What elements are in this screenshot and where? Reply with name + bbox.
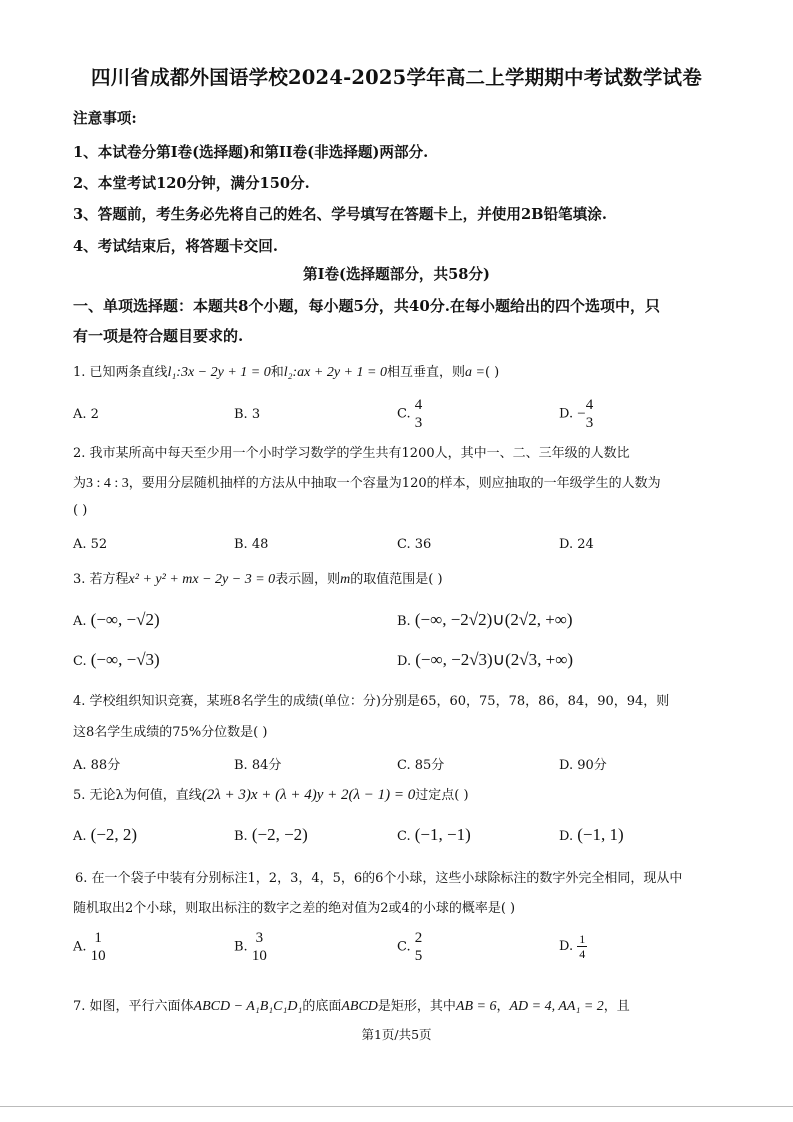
q5-option-d-label: D. — [559, 829, 574, 844]
q7-suffix: ，且 — [603, 999, 630, 1014]
q3-option-c-value: (−∞, −√3) — [90, 650, 160, 669]
q2-option-a[interactable]: A. 52 — [73, 537, 108, 552]
page-footer: 第1页/共5页 — [361, 1027, 432, 1042]
q6-option-d-label: D. — [559, 939, 574, 954]
question-1 — [73, 361, 499, 381]
q2-option-c[interactable]: C. 36 — [397, 537, 432, 552]
q5-option-b-label: B. — [234, 829, 248, 844]
q1-paren: ( ) — [484, 365, 500, 380]
q3-option-b[interactable] — [397, 610, 573, 630]
q1-option-d-label: D. — [559, 406, 574, 422]
frac-den: 3 — [414, 415, 423, 431]
q3-prefix: 3. 若方程 — [73, 572, 129, 587]
q1-line1: l₁:3x − 2y + 1 = 0 — [167, 365, 271, 380]
q2-ratio: 3 : 4 : 3 — [86, 476, 129, 491]
frac-den: 4 — [579, 947, 586, 961]
q6-option-b-label: B. — [234, 939, 248, 955]
q3-option-d-value: (−∞, −2√3)∪(2√3, +∞) — [415, 650, 573, 669]
q6-option-a[interactable] — [73, 929, 106, 965]
question-2-line2 — [73, 472, 661, 492]
notes-heading: 注意事项: — [73, 110, 137, 127]
question-2-line1: 2. 我市某所高中每天至少用一个小时学习数学的学生共有1200人，其中一、二、三年级的人数比 — [73, 446, 630, 461]
q5-suffix: 过定点( ) — [415, 788, 469, 803]
frac-den: 3 — [585, 415, 594, 431]
q3-option-b-value: (−∞, −2√2)∪(2√2, +∞) — [414, 610, 573, 629]
fraction — [415, 396, 423, 432]
q7-ab: AB = 6 — [455, 999, 497, 1014]
question-3 — [73, 568, 443, 588]
frac-num: 1 — [94, 930, 102, 946]
q5-option-a[interactable] — [73, 825, 137, 845]
q3-option-a-label: A. — [73, 614, 87, 629]
q7-mid2: 是矩形，其中 — [377, 999, 456, 1014]
exam-title: 四川省成都外国语学校2024-2025学年高二上学期期中考试数学试卷 — [91, 66, 702, 89]
q1-var: a = — [464, 365, 485, 380]
question-7 — [73, 995, 630, 1015]
frac-num: 3 — [255, 930, 264, 946]
q1-option-d[interactable] — [559, 396, 593, 432]
q3-option-d-label: D. — [397, 654, 412, 669]
q4-option-a[interactable]: A. 88分 — [73, 758, 121, 773]
frac-num: 4 — [585, 397, 594, 413]
q6-option-c-label: C. — [397, 939, 411, 955]
fraction — [252, 929, 267, 965]
q2-line2-rest: ，要用分层随机抽样的方法从中抽取一个容量为120的样本，则应抽取的一年级学生的人数为 — [128, 476, 661, 491]
q1-option-b[interactable]: B. 3 — [234, 407, 261, 422]
q7-sep: ， — [496, 999, 510, 1014]
section-intro-line2: 有一项是符合题目要求的. — [73, 327, 244, 345]
q6-option-b[interactable] — [234, 929, 267, 965]
frac-num: 4 — [414, 397, 423, 413]
question-2-line3: ( ) — [73, 503, 88, 518]
q1-option-c-label: C. — [397, 406, 411, 422]
q3-option-a-value: (−∞, −√2) — [90, 610, 160, 629]
note-item: 4、考试结束后，将答题卡交回. — [73, 238, 278, 255]
question-4-line1: 4. 学校组织知识竞赛，某班8名学生的成绩(单位：分)分别是65，60，75，78，86，84，90，94，则 — [73, 694, 670, 709]
q5-equation: (2λ + 3)x + (λ + 4)y + 2(λ − 1) = 0 — [201, 787, 416, 803]
q1-line2: l₂:ax + 2y + 1 = 0 — [283, 365, 387, 380]
q7-ad: AD = 4, AA₁ = 2 — [509, 999, 604, 1014]
q1-prefix: 1. 已知两条直线 — [73, 365, 168, 380]
q3-mid: 表示圆，则 — [275, 572, 341, 587]
q5-option-b-value: (−2, −2) — [251, 825, 308, 844]
question-4-line2: 这8名学生成绩的75%分位数是( ) — [73, 725, 268, 740]
q1-and: 和 — [270, 365, 284, 380]
page-bottom-divider — [0, 1106, 793, 1107]
fraction — [577, 932, 587, 961]
frac-num: 1 — [579, 932, 586, 946]
q2-option-d[interactable]: D. 24 — [559, 537, 594, 552]
q3-option-c-label: C. — [73, 654, 87, 669]
q3-suffix: 的取值范围是( ) — [350, 572, 443, 587]
q4-option-c[interactable]: C. 85分 — [397, 758, 445, 773]
q5-option-b[interactable] — [234, 825, 308, 845]
note-item: 3、答题前，考生务必先将自己的姓名、学号填写在答题卡上，并使用2B铅笔填涂. — [73, 206, 607, 223]
question-5 — [73, 784, 469, 804]
fraction — [586, 396, 594, 432]
q1-option-c[interactable] — [397, 396, 422, 432]
q7-solid: ABCD − A₁B₁C₁D₁ — [193, 999, 303, 1014]
q4-option-b[interactable]: B. 84分 — [234, 758, 282, 773]
q3-option-b-label: B. — [397, 614, 411, 629]
q3-var: m — [340, 572, 351, 587]
q5-option-c-label: C. — [397, 829, 411, 844]
q6-option-d[interactable] — [559, 932, 587, 961]
q3-option-a[interactable] — [73, 610, 160, 630]
section-intro-line1: 一、单项选择题：本题共8个小题，每小题5分，共40分.在每小题给出的四个选项中，只 — [73, 297, 660, 315]
q1-option-a[interactable]: A. 2 — [73, 407, 99, 422]
question-6-line2: 随机取出2个小球，则取出标注的数字之差的绝对值为2或4的小球的概率是( ) — [73, 901, 516, 916]
note-item: 1、本试卷分第I卷(选择题)和第II卷(非选择题)两部分. — [73, 144, 429, 161]
q5-option-a-value: (−2, 2) — [90, 825, 138, 844]
section-title: 第I卷(选择题部分，共58分) — [303, 266, 490, 283]
frac-den: 10 — [90, 948, 106, 964]
q4-option-d[interactable]: D. 90分 — [559, 758, 607, 773]
q2-option-b[interactable]: B. 48 — [234, 537, 269, 552]
q5-option-d[interactable] — [559, 825, 624, 845]
q3-option-d[interactable] — [397, 650, 573, 670]
minus-sign: − — [577, 406, 586, 422]
q7-prefix: 7. 如图，平行六面体 — [73, 999, 194, 1014]
fraction — [91, 929, 106, 965]
frac-num: 2 — [414, 930, 423, 946]
frac-den: 5 — [414, 948, 423, 964]
q1-mid: 相互垂直，则 — [386, 365, 465, 380]
q3-equation: x² + y² + mx − 2y − 3 = 0 — [128, 572, 276, 587]
q5-option-c-value: (−1, −1) — [414, 825, 471, 844]
q2-line2-prefix: 为 — [73, 476, 87, 491]
note-item: 2、本堂考试120分钟，满分150分. — [73, 175, 310, 192]
q5-option-c[interactable] — [397, 825, 471, 845]
q3-option-c[interactable] — [73, 650, 160, 670]
q5-option-a-label: A. — [73, 829, 87, 844]
q7-mid1: 的底面 — [302, 999, 342, 1014]
q5-option-d-value: (−1, 1) — [577, 825, 624, 844]
question-6-line1: 6. 在一个袋子中装有分别标注1，2，3，4，5，6的6个小球，这些小球除标注的数字外完全相同，现从中 — [75, 871, 683, 886]
frac-den: 10 — [251, 948, 267, 964]
q5-prefix: 5. 无论λ为何值，直线 — [73, 788, 202, 803]
q7-base: ABCD — [341, 999, 378, 1014]
fraction — [415, 929, 423, 965]
q6-option-c[interactable] — [397, 929, 422, 965]
q6-option-a-label: A. — [73, 939, 87, 955]
